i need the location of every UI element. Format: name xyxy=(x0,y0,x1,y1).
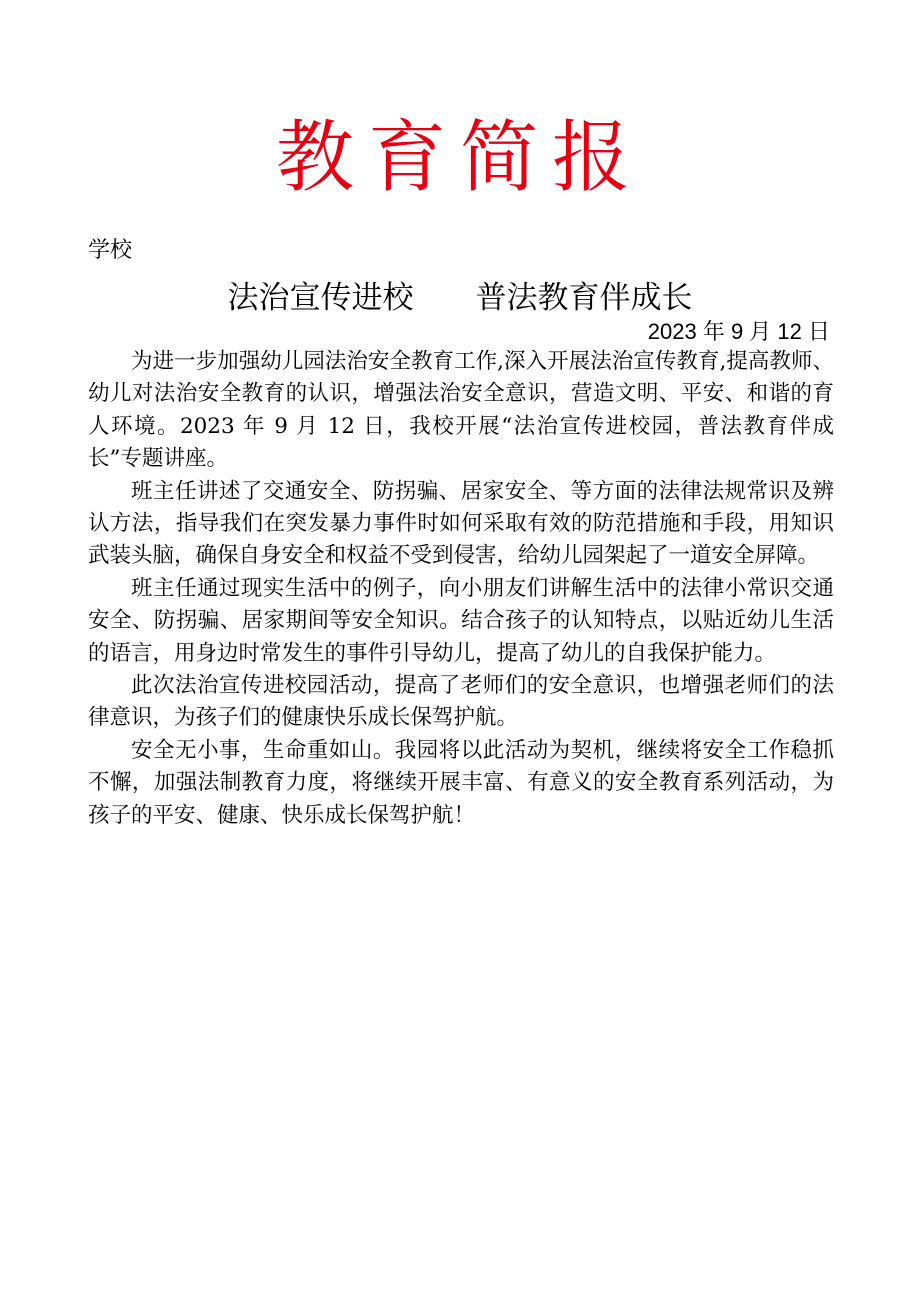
paragraph: 为进一步加强幼儿园法治安全教育工作,深入开展法治宣传教育,提高教师、幼儿对法治安全教育的认识，增强法治安全意识，营造文明、平安、和谐的育人环境。2023 年 9 月 12 日，我校开展“法治宣传进校园，普法教育伴成长”专题讲座。 xyxy=(88,349,834,472)
school-label: 学校 xyxy=(88,238,133,263)
headline-part-1: 法治宣传进校 xyxy=(227,280,414,316)
paragraph: 安全无小事，生命重如山。我园将以此活动为契机，继续将安全工作稳抓不懈，加强法制教育力度，将继续开展丰富、有意义的安全教育系列活动，为孩子的平安、健康、快乐成长保驾护航！ xyxy=(88,737,834,828)
headline-part-2: 普法教育伴成长 xyxy=(475,280,693,316)
paragraph: 此次法治宣传进校园活动，提高了老师们的安全意识，也增强老师们的法律意识，为孩子们的健康快乐成长保驾护航。 xyxy=(88,673,834,731)
masthead-title: 教育简报 xyxy=(275,113,644,203)
paragraph: 班主任通过现实生活中的例子，向小朋友们讲解生活中的法律小常识交通安全、防拐骗、居家期间等安全知识。结合孩子的认知特点，以贴近幼儿生活的语言，用身边时常发生的事件引导幼儿，提高了幼儿的自我保护能力。 xyxy=(88,575,834,666)
article-body xyxy=(88,346,834,832)
article-headline xyxy=(0,278,920,318)
paragraph: 班主任讲述了交通安全、防拐骗、居家安全、等方面的法律法规常识及辨认方法，指导我们在突发暴力事件时如何采取有效的防范措施和手段，用知识武装头脑，确保自身安全和权益不受到侵害，给幼儿园架起了一道安全屏障。 xyxy=(88,478,834,569)
article-date: 2023 年 9 月 12 日 xyxy=(647,319,830,344)
